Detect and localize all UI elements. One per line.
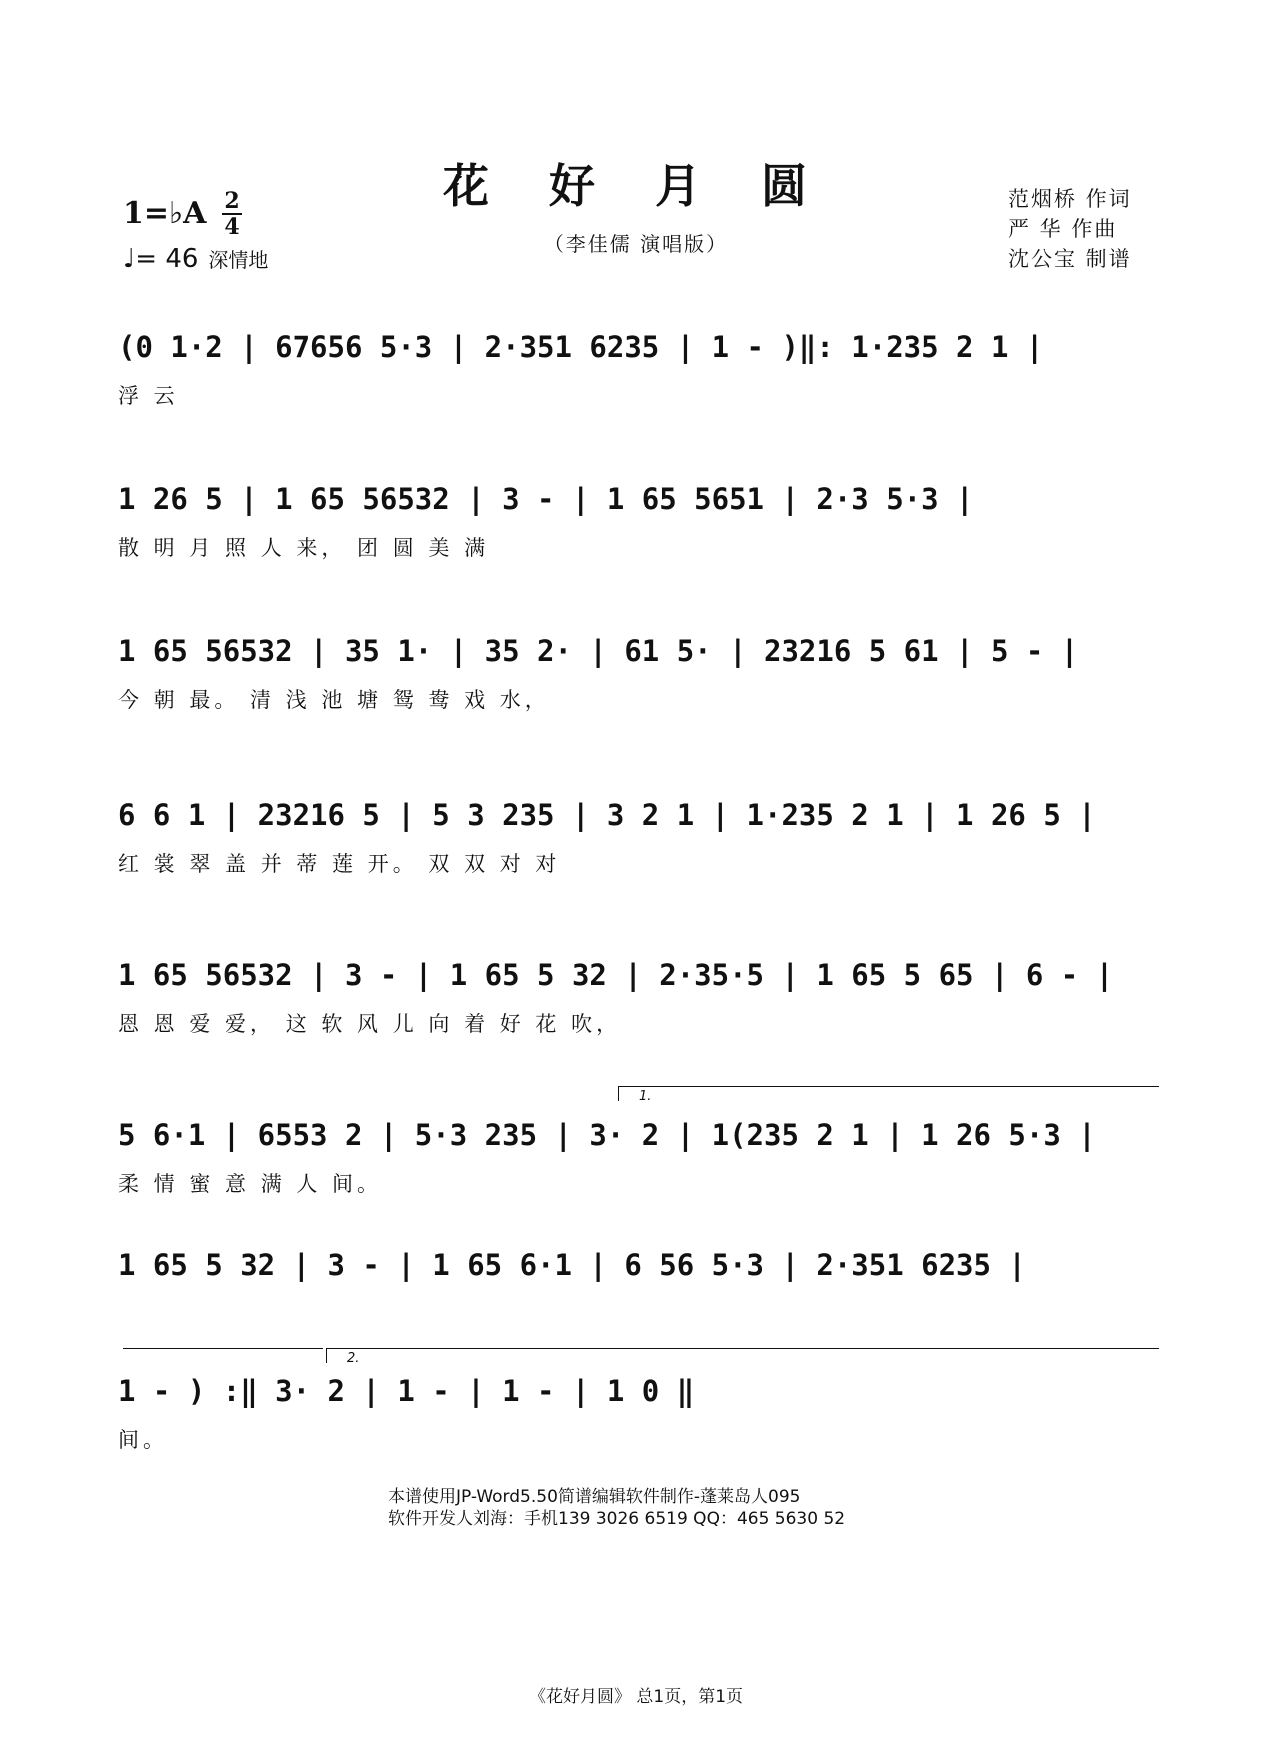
time-top: 2 (224, 188, 240, 214)
lyricist-credit: 范烟桥 作词 (1008, 187, 1132, 211)
lyrics-line: 浮 云 (118, 384, 179, 408)
notes-line: 1 - ) :‖ 3· 2 | 1 - | 1 - | 1 0 ‖ (118, 1374, 695, 1408)
lyrics-line: 柔 情 蜜 意 满 人 间。 (118, 1172, 383, 1196)
lyrics-line: 间。 (118, 1428, 168, 1452)
lyrics-line: 红 裳 翠 盖 并 蒂 莲 开。 双 双 对 对 (118, 852, 561, 876)
notes-line: 5 6·1 | 6553 2 | 5·3 235 | 3· 2 | 1(235 2 1 | 1 26 5·3 | (118, 1118, 1096, 1152)
software-credit-line-2: 软件开发人刘海：手机139 3026 6519 QQ：465 5630 52 (388, 1509, 846, 1529)
key-signature: 1=♭A (123, 196, 207, 231)
notes-line: (0 1·2 | 67656 5·3 | 2·351 6235 | 1 - )‖: 1·235 2 1 | (118, 330, 1044, 364)
software-credit (388, 1486, 845, 1530)
software-credit-line-1: 本谱使用JP-Word5.50简谱编辑软件制作-蓬莱岛人095 (388, 1487, 801, 1507)
score-system-6 (118, 1110, 1154, 1230)
notes-line: 1 65 5 32 | 3 - | 1 65 6·1 | 6 56 5·3 | 2·351 6235 | (118, 1248, 1026, 1282)
score-system-3 (118, 626, 1154, 746)
composer-credit: 严 华 作曲 (1008, 217, 1118, 241)
time-signature (222, 190, 242, 238)
credits (1008, 184, 1132, 274)
song-title: 花 好 月 圆 (442, 159, 830, 213)
time-bottom: 4 (224, 214, 240, 240)
score-system-4 (118, 790, 1154, 910)
second-ending-bracket (326, 1348, 1159, 1366)
second-ending-label: 2. (347, 1351, 360, 1366)
score-system-7 (118, 1240, 1154, 1360)
notes-line: 1 26 5 | 1 65 56532 | 3 - | 1 65 5651 | 2·3 5·3 | (118, 482, 974, 516)
performer-subtitle: （李佳儒 演唱版） (543, 232, 729, 256)
page-number: 《花好月圆》 总1页，第1页 (528, 1687, 744, 1707)
first-ending-bracket (618, 1086, 1159, 1104)
repeat-bracket-line (123, 1348, 323, 1349)
first-ending-label: 1. (639, 1089, 652, 1104)
lyrics-line: 今 朝 最。 清 浅 池 塘 鸳 鸯 戏 水， (118, 688, 550, 712)
expression-marking: 深情地 (208, 248, 269, 272)
score-system-1 (118, 322, 1154, 442)
lyrics-line: 散 明 月 照 人 来， 团 圆 美 满 (118, 536, 490, 560)
notes-line: 6 6 1 | 23216 5 | 5 3 235 | 3 2 1 | 1·235 2 1 | 1 26 5 | (118, 798, 1096, 832)
tempo-value: ♩= 46 (123, 244, 199, 274)
score-system-8 (118, 1366, 1154, 1486)
tempo-marking (123, 244, 268, 274)
notes-line: 1 65 56532 | 35 1· | 35 2· | 61 5· | 23216 5 61 | 5 - | (118, 634, 1079, 668)
score-system-2 (118, 474, 1154, 594)
lyrics-line: 恩 恩 爱 爱， 这 软 风 儿 向 着 好 花 吹， (118, 1012, 622, 1036)
arranger-credit: 沈公宝 制谱 (1008, 247, 1132, 271)
notes-line: 1 65 56532 | 3 - | 1 65 5 32 | 2·35·5 | 1 65 5 65 | 6 - | (118, 958, 1114, 992)
score-system-5 (118, 950, 1154, 1070)
